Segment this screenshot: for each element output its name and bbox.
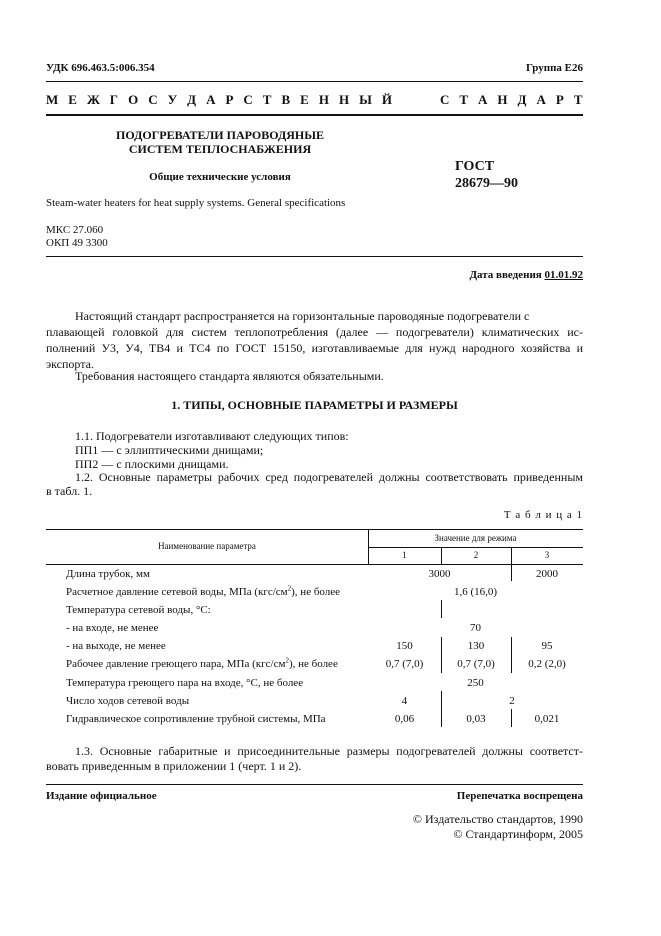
reprint-prohibited: Перепечатка воспрещена [456,790,583,802]
copyright-2: © Стандартинформ, 2005 [453,827,583,841]
group-code: Группа Е26 [525,62,583,74]
table-cell: 0,2 (2,0) [528,658,566,670]
clause-1-2-line-1: 1.2. Основные параметры рабочих сред подогревателей должны соответствовать приведенным [75,470,583,484]
okp-code: ОКП 49 3300 [46,237,108,249]
table-row-name: - на выходе, не менее [66,640,166,652]
table-row-name-sup: 2 [287,584,292,593]
table-row-name: Гидравлическое сопротивление трубной системы, МПа [66,713,326,725]
table-header-border [46,564,583,565]
table-col-param: Наименование параметра [158,541,256,551]
type-pp1: ПП1 — с эллиптическими днищами; [75,443,264,457]
table-cell: 250 [467,677,484,689]
intro-paragraph-2: Требования настоящего стандарта являются обязательными. [75,369,384,383]
table-mode-1: 1 [402,550,407,560]
clause-1-1: 1.1. Подогреватели изготавливают следующих типов: [75,429,349,443]
table-top-border [46,529,583,530]
table-row-name: Температура греющего пара на входе, °С, не более [66,677,304,689]
table-row-name [66,658,338,670]
intro-line-2: плавающей головкой для систем теплопотребления (далее — подогреватели) климатических ис- [46,325,583,339]
table-cell: 0,06 [394,713,415,725]
table-row-name-text: Расчетное давление сетевой воды, МПа (кгс/см [66,586,288,598]
table-mode-2: 2 [473,550,479,560]
table-vline-r3 [441,600,442,618]
type-pp2: ПП2 — с плоскими днищами. [75,457,229,471]
clause-1-3-line-1: 1.3. Основные габаритные и присоединительные размеры подогревателей должны соответст- [75,744,583,758]
codes-rule [46,256,583,257]
title-line-2: СИСТЕМ ТЕПЛОСНАБЖЕНИЯ [128,142,312,156]
title-english: Steam-water heaters for heat supply systems. General specifications [46,197,346,209]
table-col-value: Значение для режима [434,533,517,543]
table-mode-3: 3 [544,550,550,560]
edition-official: Издание официальное [46,790,157,802]
table-cell: 70 [470,622,481,634]
intro-line-4: экспорта. [46,357,94,371]
table-cell: 2000 [536,568,558,580]
table-row-name: Температура сетевой воды, °С: [66,604,211,616]
table-row-name-text: Рабочее давление греющего пара, МПа (кгс/см [66,658,286,670]
intro-date [469,269,583,281]
header-rule-top [46,81,583,82]
table-row-name: Число ходов сетевой воды [66,695,190,707]
intro-date-value: 01.01.92 [544,269,583,281]
table-cell: 4 [401,695,408,707]
table-row-name-sup: 2 [285,656,289,665]
table-row-name-suffix: ), не более [288,658,338,670]
table-1-caption: Т а б л и ц а 1 [503,509,583,521]
mks-code: МКС 27.060 [46,224,104,236]
copyright-1: © Издательство стандартов, 1990 [412,812,583,826]
title-line-1: ПОДОГРЕВАТЕЛИ ПАРОВОДЯНЫЕ [116,128,324,142]
table-cell: 0,7 (7,0) [385,658,424,670]
table-cell: 150 [396,640,413,652]
table-row-name [66,586,340,598]
table-cell: 0,7 (7,0) [457,658,495,670]
udk-code: УДК 696.463.5:006.354 [46,62,155,74]
title-subtitle: Общие технические условия [149,171,291,183]
table-row-name: - на входе, не менее [66,622,159,634]
gost-number: 28679—90 [455,176,518,191]
footer-rule [46,784,583,785]
intro-line-1: Настоящий стандарт распространяется на горизонтальные пароводяные подогреватели с [75,309,530,323]
table-cell: 0,03 [466,713,486,725]
table-cell: 95 [541,640,553,652]
clause-1-3-line-2: вовать приведенным в приложении 1 (черт. 1 и 2). [46,759,302,773]
table-cell: 130 [467,640,485,652]
table-row-name: Длина трубок, мм [66,568,150,580]
standard-type: М Е Ж Г О С У Д А Р С Т В Е Н Н Ы Й С Т А Н Д А Р Т [46,92,583,107]
table-cell: 2 [509,695,515,707]
header-rule-bottom [46,114,583,116]
table-row-name-suffix: ), не более [291,586,341,598]
gost-label: ГОСТ [455,159,495,174]
intro-line-3: полнений У3, У4, ТВ4 и ТС4 по ГОСТ 15150, изготавливаемые для нужд народного хозяйства и [46,341,583,355]
table-cell: 0,021 [534,713,560,725]
clause-1-2-line-2: в табл. 1. [46,484,93,498]
table-mode-divider [368,547,583,548]
table-cell: 3000 [428,568,451,580]
section-1-heading: 1. ТИПЫ, ОСНОВНЫЕ ПАРАМЕТРЫ И РАЗМЕРЫ [171,398,458,412]
intro-date-label: Дата введения [469,269,545,281]
table-cell: 1,6 (16,0) [453,586,498,598]
